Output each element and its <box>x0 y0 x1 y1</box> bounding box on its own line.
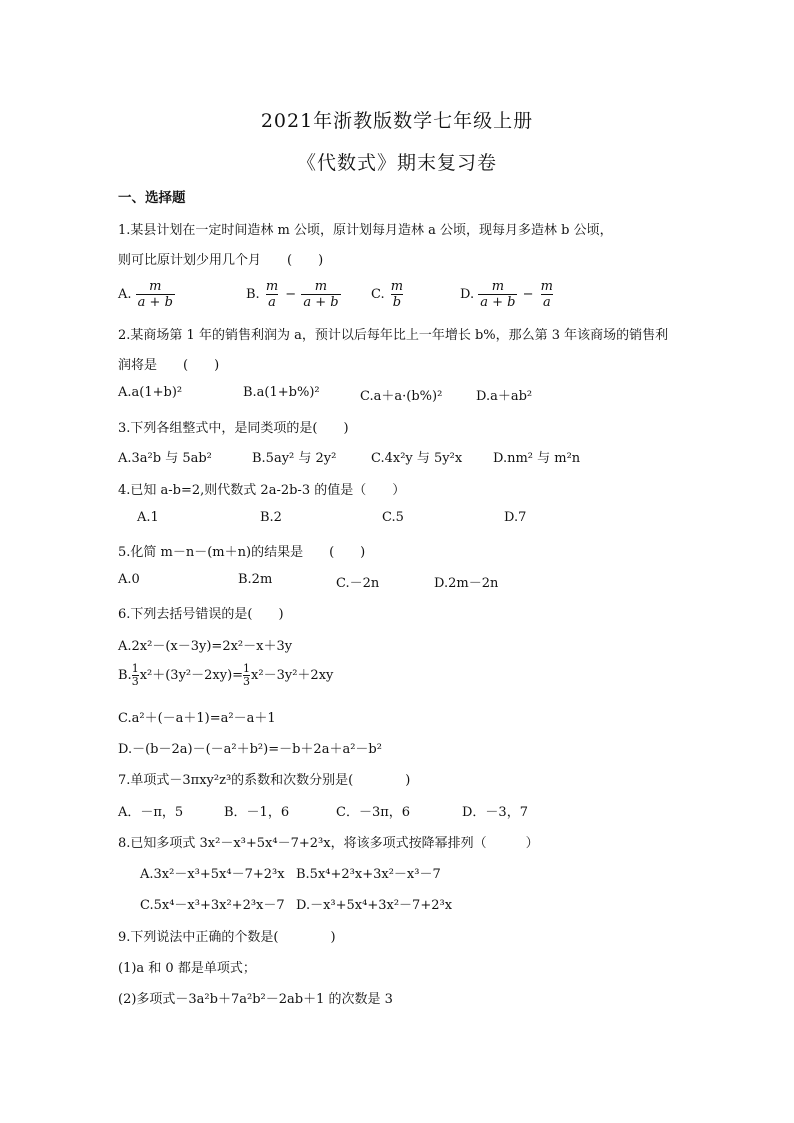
fraction: $\frac{m}{a}$ <box>265 279 279 310</box>
question-4-option-c: C.5 <box>382 510 404 525</box>
question-8-option-b: B.5x⁴+2³x+3x²－x³－7 <box>296 867 441 882</box>
question-2-line-1: 2.某商场第 1 年的销售利润为 a，预计以后每年比上一年增长 b%，那么第 3 年该商场的销售利 <box>118 328 669 343</box>
question-4-option-a: A.1 <box>137 510 159 525</box>
question-8-option-d: D.－x³+5x⁴+3x²－7+2³x <box>296 898 453 913</box>
question-8-option-a: A.3x²－x³+5x⁴－7+2³x <box>140 867 285 882</box>
question-5-option-c: C.－2n <box>336 576 380 591</box>
question-4-stem: 4.已知 a-b=2,则代数式 2a-2b-3 的值是（ ） <box>118 483 406 498</box>
question-7-option-b: B．－1，6 <box>224 805 290 820</box>
question-9-stem: 9.下列说法中正确的个数是( ) <box>118 930 336 945</box>
question-8-option-c: C.5x⁴－x³+3x²+2³x－7 <box>140 898 285 913</box>
question-8-stem: 8.已知多项式 3x²－x³+5x⁴－7+2³x，将该多项式按降幂排列（ ） <box>118 836 539 851</box>
question-1-option-c: C. $\frac{m}{b}$ <box>371 279 404 310</box>
question-2-option-a: A.a(1+b)² <box>118 385 183 400</box>
question-7-option-a: A．－π，5 <box>118 805 184 820</box>
question-6-option-d: D.－(b－2a)－(－a²＋b²)=－b＋2a＋a²－b² <box>118 742 382 757</box>
question-7-option-d: D．－3，7 <box>462 805 528 820</box>
question-6-option-b: B. $\frac{1}{3}$ x²＋(3y²－2xy)= $\frac{1}{3}$ x²－3y²＋2xy <box>118 662 334 688</box>
fraction-one-third: $\frac{1}{3}$ <box>131 662 139 688</box>
question-1-option-b: B. $\frac{m}{a}$ − $\frac{m}{a + b}$ <box>246 279 339 310</box>
fraction-one-third: $\frac{1}{3}$ <box>243 662 251 688</box>
question-9-item-1: (1)a 和 0 都是单项式； <box>118 961 256 976</box>
question-7-stem: 7.单项式－3πxy²z³的系数和次数分别是( ) <box>118 773 411 788</box>
question-5-option-a: A.0 <box>118 572 140 587</box>
question-2-option-b: B.a(1+b%)² <box>243 385 320 400</box>
question-3-option-c: C.4x²y 与 5y²x <box>371 451 463 466</box>
fraction: $\frac{m}{a + b}$ <box>480 279 516 310</box>
question-5-stem: 5.化简 m－n－(m＋n)的结果是 ( ) <box>118 545 366 560</box>
fraction: $\frac{m}{a + b}$ <box>303 279 339 310</box>
question-1-line-1: 1.某县计划在一定时间造林 m 公顷，原计划每月造林 a 公顷，现每月多造林 b 公顷， <box>118 223 613 238</box>
page-title: 2021年浙教版数学七年级上册 <box>260 110 534 132</box>
question-3-stem: 3.下列各组整式中，是同类项的是( ) <box>118 421 349 436</box>
question-1-line-2: 则可比原计划少用几个月 ( ) <box>118 253 324 268</box>
question-6-stem: 6.下列去括号错误的是( ) <box>118 607 284 622</box>
fraction: $\frac{m}{b}$ <box>390 279 404 310</box>
question-7-option-c: C．－3π，6 <box>336 805 411 820</box>
question-3-option-b: B.5ay² 与 2y² <box>252 451 337 466</box>
question-3-option-a: A.3a²b 与 5ab² <box>118 451 212 466</box>
question-5-option-b: B.2m <box>238 572 273 587</box>
question-2-option-c: C.a＋a·(b%)² <box>360 389 443 404</box>
question-5-option-d: D.2m－2n <box>434 576 499 591</box>
section-heading: 一、选择题 <box>118 190 186 206</box>
question-2-line-2: 润将是 ( ) <box>118 358 220 373</box>
question-1-option-a: A. $\frac{m}{a + b}$ <box>118 279 173 310</box>
question-3-option-d: D.nm² 与 m²n <box>493 451 581 466</box>
page-subtitle: 《代数式》期末复习卷 <box>296 152 497 174</box>
fraction: $\frac{m}{a + b}$ <box>137 279 173 310</box>
fraction: $\frac{m}{a}$ <box>540 279 553 310</box>
question-6-option-c: C.a²＋(－a＋1)=a²－a＋1 <box>118 711 276 726</box>
question-4-option-b: B.2 <box>260 510 282 525</box>
question-2-option-d: D.a＋ab² <box>476 389 533 404</box>
question-1-option-d: D. $\frac{m}{a + b}$ − $\frac{m}{a}$ <box>460 279 553 310</box>
question-4-option-d: D.7 <box>504 510 527 525</box>
question-6-option-a: A.2x²－(x－3y)=2x²－x＋3y <box>118 639 293 654</box>
question-9-item-2: (2)多项式－3a²b＋7a²b²－2ab＋1 的次数是 3 <box>118 992 393 1007</box>
